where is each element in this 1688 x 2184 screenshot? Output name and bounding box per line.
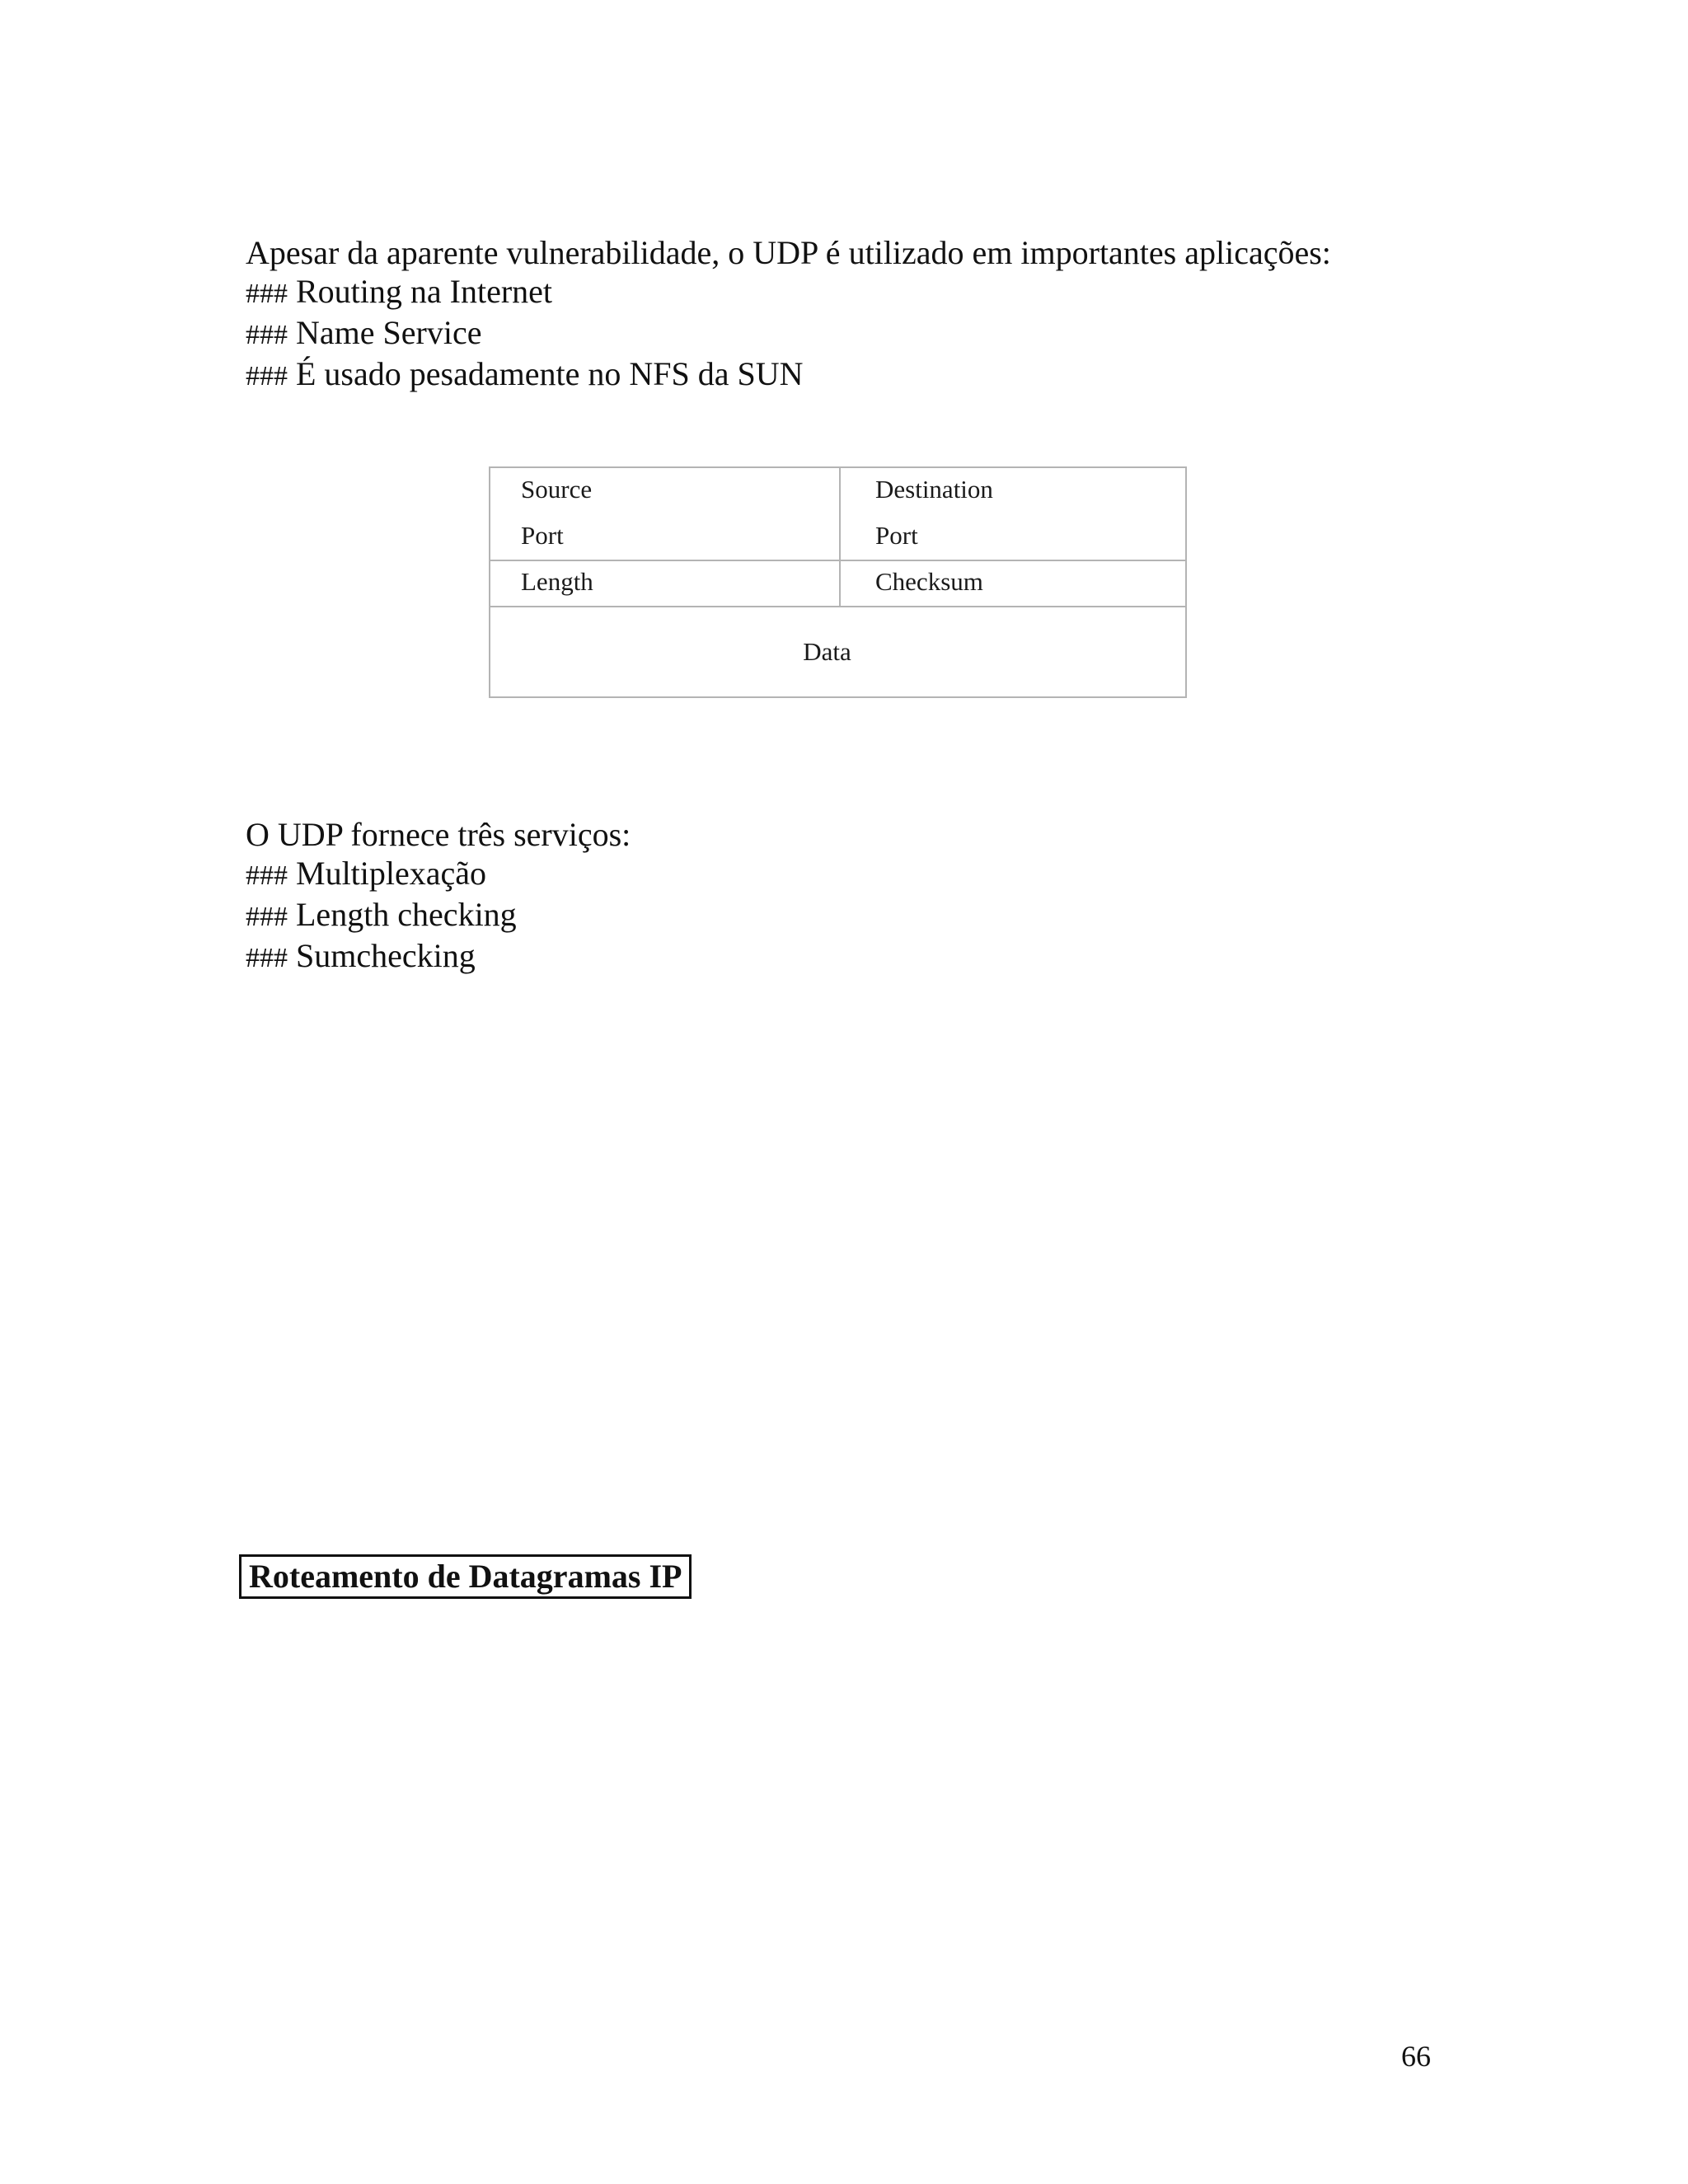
header-divider-horizontal [490,606,1185,607]
header-divider-horizontal [490,560,1185,561]
udp-services-paragraph [246,815,631,977]
bullet-text: Sumchecking [296,937,476,974]
bullet-text: Multiplexação [296,855,487,892]
destination-port-label-line-1: Destination [875,475,993,504]
page-number: 66 [1401,2040,1431,2073]
bullet-text: Name Service [296,314,482,351]
udp-application-item [246,313,1331,354]
udp-service-item [246,895,631,936]
data-label: Data [803,637,851,666]
bullet-text: É usado pesadamente no NFS da SUN [296,355,804,392]
length-label: Length [521,567,593,596]
source-port-label-line-2: Port [521,521,564,550]
udp-service-item [246,854,631,895]
header-divider-vertical [839,468,841,607]
bullet-text: Routing na Internet [296,273,553,310]
udp-application-item [246,272,1331,313]
udp-applications-intro: Apesar da aparente vulnerabilidade, o UDP é utilizado em importantes aplicações: [246,234,1331,271]
bullet-marker: ### [246,320,288,350]
source-port-label-line-1: Source [521,475,593,504]
udp-services-intro: O UDP fornece três serviços: [246,816,631,853]
destination-port-label-line-2: Port [875,521,918,550]
bullet-marker: ### [246,902,288,932]
udp-service-item [246,936,631,977]
bullet-marker: ### [246,361,288,391]
bullet-marker: ### [246,279,288,309]
udp-header-diagram [489,466,1187,698]
bullet-text: Length checking [296,896,517,933]
udp-applications-paragraph [246,233,1331,396]
section-title: Roteamento de Datagramas IP [239,1554,692,1599]
bullet-marker: ### [246,943,288,973]
udp-application-item [246,354,1331,396]
checksum-label: Checksum [875,567,983,596]
bullet-marker: ### [246,860,288,891]
